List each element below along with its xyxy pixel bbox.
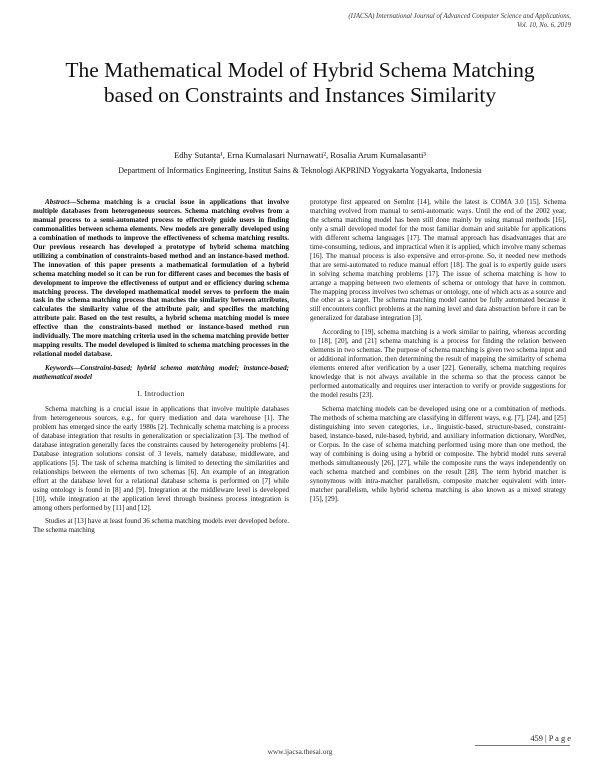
abstract-label: Abstract—	[45, 198, 77, 206]
body-paragraph: Schema matching is a crucial issue in applications that involve multiple databases from heterogeneous sources, e.g., for query mediation and data warehouse [1]. The problem has emerged since the early 1980s [2]. Technically schema matching is a process of database integration that results in generalization or specialization [3]. The method of database integration generally faces the constraints caused by heterogeneity problems [4]. Database integration solutions consist of 3 levels, namely database, middleware, and applications [5]. The task of schema matching is limited to detecting the similarities and relationships between the elements of two schemas [6]. An example of an integration effort at the database level for a relational database schema is performed on [7] while using ontology is found in [8] and [9]. Integration at the middleware level is developed [10], while integration at the application level through business process integration is among others performed by [11] and [12].	[33, 405, 289, 512]
keywords-text: Constraint-based; hybrid schema matching model; instance-based; mathematical model	[33, 364, 289, 382]
author-list: Edhy Sutanta¹, Erna Kumalasari Nurnawati², Rosalia Arum Kumalasanti³	[174, 150, 426, 160]
abstract-text: Schema matching is a crucial issue in applications that involve multiple databases from heterogeneous sources. Schema matching evolves from a manual process to a semi-automated process to effectively guide users in finding commonalities between schema elements. New models are generally developed using a combination of methods to improve the effectiveness of schema matching results. Our previous research has developed a prototype of hybrid schema matching utilizing a combination of constraints-based method and an instance-based method. The innovation of this paper presents a mathematical formulation of a hybrid schema matching model so it can be run for different cases and becomes the basis of development to improve the effectiveness of output and or efficiency during schema matching process. The developed mathematical model serves to perform the main task in the schema matching process that matches the similarity between attributes, calculates the similarity value of the attribute pair, and specifies the matching attribute pair. Based on the test results, a hybrid schema matching model is more effective than the constraints-based method or instance-based method run individually. The more matching criteria used in the schema matching provide better mapping results. The model developed is limited to schema matching processes in the relational model database.	[33, 198, 289, 359]
paper-title: The Mathematical Model of Hybrid Schema Matching based on Constraints and Instances Similarity	[65, 58, 535, 107]
abstract	[33, 198, 289, 359]
journal-header	[241, 13, 571, 30]
keywords-label: Keywords—	[45, 364, 81, 373]
right-column	[310, 198, 566, 508]
section-heading-introduction: I. Introduction	[137, 389, 185, 399]
left-column	[33, 198, 289, 540]
author-affiliation: Department of Informatics Engineering, Institut Sains & Teknologi AKPRIND Yogyakarta Yogyakarta, Indonesia	[118, 166, 482, 175]
body-paragraph: Studies at [13] have at least found 36 schema matching models ever developed before. The schema matching	[33, 517, 289, 535]
footer-divider	[475, 745, 570, 746]
body-paragraph: According to [19], schema matching is a work similar to pairing, whereas according to [18], [20], and [21] schema matching is a process for finding the relation between elements in two schemas. The purpose of schema matching is given two schema input and or additional information, then determining the result of mapping the similarity of schema elements entered after verification by a user [22]. Generally, schema matching requires knowledge that is not always available in the schema so that the process cannot be performed automatically and requires user interaction to verify or provide suggestions for the model results [23].	[310, 328, 566, 400]
body-paragraph: prototype first appeared on SemInt [14], while the latest is COMA 3.0 [15]. Schema matching evolved from manual to semi-automatic ways. Until the end of the 2002 year, the schema matching model has been still done mainly by using manual methods [16], only a small developed model for the most familiar domain and suitable for applications with different schema languages [17]. The manual approach has disadvantages that are time-consuming, tedious, and impractical when it is applied, which involve many schemas [16]. The manual process is also expensive and error-prone. So, it needed new methods that are semi-automated to reduce manual effort [18]. The goal is to expertly guide users in solving schema matching problems [17]. The issue of schema matching is how to arrange a mapping between two elements of schema or ontology that have in common. The mapping process involves two schemas or ontology, one of which acts as a source and the other as a target. The schema matching model cannot be fully automated because it still encounters conflict problems at the naming level and data abstraction before it can be generalized for database integration [3].	[310, 198, 566, 323]
body-paragraph: Schema matching models can be developed using one or a combination of methods. The methods of schema matching are classifying in different ways, e.g. [7], [24], and [25] distinguishing into seven categories, i.e., linguistic-based, structure-based, constraint-based, instance-based, rule-based, hybrid, and auxiliary information dictionary, WordNet, or Corpus. In the case of schema matching performed using more than one method, the way of combining is doing using a hybrid or composite. The hybrid model runs several methods simultaneously [26], [27], while the composite runs the ways independently on each schema matched and combines on the result [28]. The term hybrid matcher is synonymous with intra-matcher parallelism, composite matcher equivalent with inter-matcher parallelism, while hybrid schema matching is also known as a mixed strategy [15], [29].	[310, 404, 566, 503]
journal-name: (IJACSA) International Journal of Advanced Computer Science and Applications,	[348, 13, 571, 20]
keywords	[33, 364, 289, 382]
journal-volume: Vol. 10, No. 6, 2019	[517, 21, 571, 29]
page-number: 459 | P a g e	[530, 734, 571, 743]
journal-url: www.ijacsa.thesai.org	[267, 747, 333, 756]
